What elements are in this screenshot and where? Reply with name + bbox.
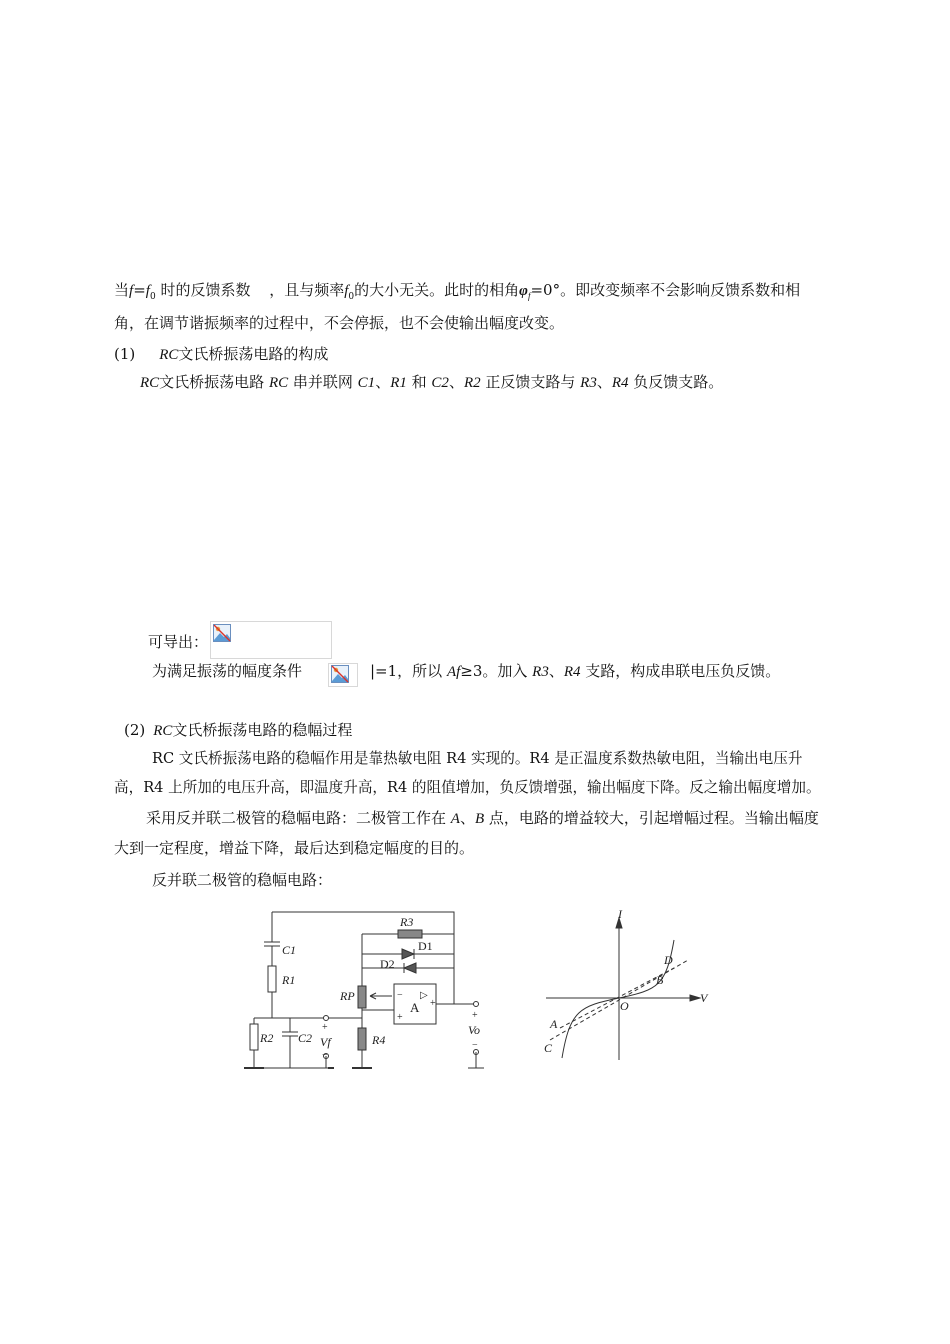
label-d: D [664,953,673,967]
text: 、 [548,662,564,680]
var: C1 [357,375,376,391]
section2-p1-line2: 高，R4 上所加的电压升高，即温度升高，R4 的阻值增加，负反馈增强，输出幅度下降。反之输出幅度增加。 [114,779,821,796]
section1-heading [114,344,328,365]
text: |=1，所以 [370,662,447,680]
vf-plus: + [322,1022,328,1033]
text: =0°。即改变频率不会影响反馈系数和相 [530,281,801,299]
var-f0: f [344,283,349,299]
text: 、 [596,373,612,391]
label-d1: D1 [418,939,433,953]
var: R1 [390,375,407,391]
wire [362,1010,394,1018]
label-rp: RP [340,989,355,1003]
condition-image-placeholder [328,663,358,687]
resistor-r3 [398,930,422,938]
vo-plus: + [472,1010,478,1021]
condition-line-a: 为满足振荡的幅度条件 [152,662,303,680]
text: ≥3。加入 [460,662,533,680]
subscript: 0 [149,292,156,302]
var: R4 [611,375,629,391]
label-vf: Vf [320,1035,331,1049]
label-r1: R1 [282,973,296,987]
var: Af [446,664,461,680]
vo-minus: − [472,1040,478,1051]
label-o: O [620,999,629,1013]
opamp-plus: + [397,1012,403,1023]
text: 串并联网 [288,373,358,391]
section2-p1-line1: RC 文氏桥振荡电路的稳幅作用是靠热敏电阻 R4 实现的。R4 是正温度系数热敏电阻，当输出电压升 [152,750,803,767]
text: 、 [448,373,464,391]
label-r4: R4 [372,1033,386,1047]
var-rc: RC [159,347,179,363]
var: RC [268,375,289,391]
section-title: 文氏桥振荡电路的稳幅过程 [172,721,353,739]
subscript: 0 [348,292,355,302]
section2-p3: 反并联二极管的稳幅电路： [152,871,333,889]
label-a: A [550,1017,558,1031]
resistor-r4 [358,1028,366,1050]
resistor-r1 [268,966,276,992]
text: 采用反并联二极管的稳幅电路：二极管工作在 [146,809,451,827]
curve-solid [562,940,674,1058]
stabilizer-circuit-diagram [242,906,492,1076]
terminal [324,1016,329,1021]
label-d2: D2 [380,957,395,971]
broken-image-icon [331,665,349,683]
terminal [474,1002,479,1007]
section-title: 文氏桥振荡电路的构成 [178,345,329,363]
var: B [474,811,485,827]
label-c1: C1 [282,943,297,957]
subscript: f [527,291,531,301]
capacitor-c1 [264,942,280,946]
text: 点，电路的增益较大，引起增幅过程。当输出幅度 [484,809,819,827]
text: 、 [375,373,391,391]
var: RC [140,375,160,391]
label-opamp: A [410,1000,420,1015]
resistor-r2 [250,1024,258,1050]
text: 支路，构成串联电压负反馈。 [580,662,781,680]
text: 当 [114,281,130,299]
var-f0: f [145,283,150,299]
v-axis-arrow [690,995,700,1001]
wire [468,1052,484,1068]
var: C2 [431,375,449,391]
condition-line-b [370,661,780,682]
text: 的大小无关。此时的相角 [354,281,520,299]
section1-body [140,372,723,393]
derive-label: 可导出： [148,633,209,651]
var-rc: RC [153,723,173,739]
section2-heading [124,720,352,741]
para1-line2: 角，在调节谐振频率的过程中，不会停振，也不会使输出幅度改变。 [114,314,565,332]
text: 和 [406,373,432,391]
text: 文氏桥振荡电路 [159,373,269,391]
var: A [450,811,460,827]
formula-image-placeholder [210,621,332,659]
vf-minus: − [322,1050,328,1061]
label-r3: R3 [400,915,414,929]
text: 时的反馈系数 [155,281,256,299]
section2-p2-line1 [146,808,819,829]
para1-line1 [114,280,800,307]
text: 、 [459,809,475,827]
opamp-symbol: ▷ [420,990,428,1001]
text: 负反馈支路。 [628,373,724,391]
text: 正反馈支路与 [480,373,581,391]
var-f: f [129,283,134,299]
capacitor-c2 [282,1032,298,1036]
var: R4 [563,664,581,680]
label-i: I [618,910,622,921]
opamp-out-plus: + [430,998,436,1009]
label-c: C [544,1041,553,1055]
label-b: B [656,973,664,987]
label-r2: R2 [260,1031,274,1045]
var: R3 [580,375,597,391]
section-number: (1) [114,345,136,363]
broken-image-icon [213,624,231,642]
label-v: V [700,991,708,1005]
diode-d1 [402,949,414,959]
diode-iv-curve [540,910,720,1070]
var-phi: φ [519,283,528,299]
var: R2 [463,375,481,391]
diode-d2 [404,963,416,973]
label-c2: C2 [298,1031,313,1045]
text: = [133,281,146,299]
var: R3 [532,664,549,680]
potentiometer-rp [358,986,366,1008]
section-number: (2) [124,721,146,739]
text: ，且与频率 [269,281,345,299]
opamp-minus: − [397,990,403,1001]
label-vo: Vo [468,1023,480,1037]
section2-p2-line2: 大到一定程度，增益下降，最后达到稳定幅度的目的。 [114,839,475,857]
